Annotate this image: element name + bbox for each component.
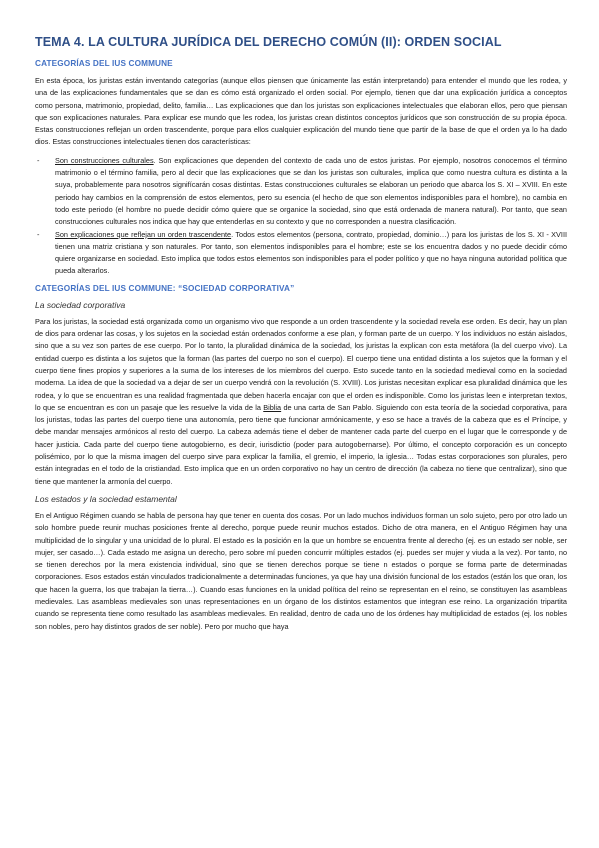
bullet-text: . Son explicaciones que dependen del contexto de cada uno de estos juristas. Por ejemplo, nosotros conocemos el término matrimonio o el término familia, pero al decir que las explicaciones que se dan los juristas son culturales, implica que como nuestra cultura es distinta a la suya, probablemente para nosotros signifícarán cosas distintas. Estas construcciones culturales se elaboran un periodo que abarca los S. XI – XVIII. En este periodo hay cambios en la comprensión de estos elementos, pero su esencia (el hecho de que son elementos indisponibles para el hombre), no cambia en todo este periodo (el hombre no puede decidir cómo quiere que se organice la sociedad, sino que está ordenada de manera natural). Por tanto, que sean construcciones culturales nos indica que hay que entenderlas en su contexto y que no corresponden a nuestra clasificación. — [55, 155, 567, 227]
sociedad-corporativa-paragraph — [35, 316, 567, 488]
intro-paragraph: En esta época, los juristas están inventando categorías (aunque ellos piensen que únicamente las están interpretando) para entender el mundo que les rodea, y una de las explicaciones fundamentales que se dan es cómo está organizado el orden social. Por ejemplo, tienen que dar una explicación jurídica a conceptos como persona, matrimonio, propiedad, delito, familia… Las explicaciones que dan los juristas son explicaciones intelectuales que elaboran ellos, pero que piensan que son explicaciones naturales. Para explicar ese mundo que les rodea, los juristas crean distintos conceptos jurídicos que son construcción de su propia época. Estas construcciones reflejan un orden trascendente, porque para ellos cualquier explicación del mundo tiene que partir de la base de que el orden ya lo ha dado dios. Estas construcciones intelectuales tienen dos características: — [35, 76, 567, 147]
section-heading-sociedad-corporativa: CATEGORÍAS DEL IUS COMMUNE: “SOCIEDAD CORPORATIVA” — [35, 283, 295, 293]
bullet-marker: - — [37, 229, 40, 239]
estados-paragraph: En el Antiguo Régimen cuando se habla de persona hay que tener en cuenta dos cosas. Por un lado muchos individuos forman un solo sujeto, pero por otro lado un solo hombre puede reunir muchas posiciones frente al derecho, porque puede reunir muchos estados. Dicho de otra manera, en el Antiguo Régimen hay una multiplicidad de lo singular y una unicidad de lo plural. El estado es la posición en la que un hombre se encuentra frente al derecho (ej. es un estado ser noble, ser mujer, ser casado…). Cada estado me asigna un derecho, pero sobre mí pueden concurrir múltiples estados (ej. puedes ser mujer y viuda a la vez). Por tanto, no se tienen derechos por la mera existencia individual, sino que se tienen derechos porque se tiene n estados o porque se forma parte de determinadas corporaciones. Esos estados están vinculados tradicionalmente a determinadas funciones, ya que hay una división funcional de los estados (están los que oran, los que hacen la guerra, los que trabajan la tierra…). Cuando esas funciones en la unidad política del reino se representan en el reino, se constituyen las asambleas medievales. Las asambleas medievales son unas representaciones en un órgano de los distintos estamentos que integran ese reino. La organización tripartita cuando se representa tiene como resultado las asambleas medievales. En realidad, dentro de cada uno de los órdenes hay multiplicidad de estados (ej. los nobles son nobles, pero hay distintos grados de ser noble). Pero por mucho que haya — [35, 510, 567, 631]
bullet-text: . Todos estos elementos (persona, contrato, propiedad, dominio…) para los juristas de los S. XI - XVIII tienen una matriz cristiana y son naturales. Por tanto, son elementos indisponibles para el hombre; este se los encuentra dados y no puede decidir cómo quiere organizarse en sociedad. Esto implica que todos estos elementos son indisponibles para el poder político y que no haya ninguna autoridad política que pueda alterarlos. — [55, 229, 568, 276]
bullet-item-orden-trascendente — [35, 229, 567, 278]
bullet-marker: - — [37, 155, 40, 165]
bullet-lead: Son explicaciones que reflejan un orden trascendente — [55, 229, 232, 239]
bullet-lead: Son construcciones culturales — [55, 155, 154, 165]
subsection-heading-sociedad-corporativa: La sociedad corporativa — [35, 299, 126, 310]
section-heading-categorias: CATEGORÍAS DEL IUS COMMUNE — [35, 59, 173, 68]
characteristics-list — [35, 155, 567, 278]
paragraph-text: Para los juristas, la sociedad está organizada como un organismo vivo que responde a un orden trascendente y la sociedad revela ese orden. Es decir, hay un plan de dios para ordenar las cosas, y los sujetos en la sociedad están ordenados conforme a ese plan, y forman parte de un cuerpo. Y los individuos no están aislados, sino que a su vez son partes de ese cuerpo. Por lo tanto, la pluralidad dinámica de la sociedad, los juristas la explican con esta metáfora (la del cuerpo vivo). La entidad cuerpo es distinta a los sujetos que la forman (las partes del cuerpo no son el cuerpo). El cuerpo tiene una entidad distinta a los sujetos que la forman y el cuerpo tiene fines propios y superiores a la suma de los intereses de los miembros del cuerpo. Esto sucede tanto en la sociedad medieval como en la sociedad moderna. La idea de que la sociedad va a dejar de ser un cuerpo vendrá con la revolución (S. XVIII). Los juristas necesitan explicar esa pluralidad dinámica que les rodea, y lo que se encuentran es una realidad fragmentada que deben hacerla encajar con que el orden es indisponible. Como los juristas leen e interpretan textos, lo que se encuentran es con un pasaje que les resuelve la vida de la — [35, 316, 567, 412]
bullet-item-construcciones-culturales — [35, 155, 567, 229]
bible-term: Biblia — [263, 402, 282, 412]
paragraph-text: de una carta de San Pablo. Siguiendo con esta teoría de la sociedad corporativa, para los juristas, todas las partes del cuerpo tiene una autonomía, pero tiene que funcionar armónicamente, y eso se hace a través de la cabeza que es el Príncipe, y debe mandar mensajes armónicos al resto del cuerpo. La cabeza además tiene el deber de mantener cada parte del cuerpo en el lugar que le corresponde y de hacer justicia. Cada parte del cuerpo tiene autogobierno, es decir, iurisdictio (poder para autogobernarse). Por último, el concepto corporación es un concepto polisémico, por lo que la misma imagen del cuerpo sirve para explicar la familia, el gremio, el imperio, la iglesia… Todas estas corporaciones son plurales, pero están integradas en el todo de la cristiandad. Esto implica que en un orden corporativo no hay un centro de dirección (la cabeza no tiene que centralizar), sino que tiene que mantener la armonía del cuerpo. — [35, 402, 567, 486]
document-title: TEMA 4. LA CULTURA JURÍDICA DEL DERECHO COMÚN (II): ORDEN SOCIAL — [35, 35, 502, 49]
document-page — [35, 35, 567, 639]
subsection-heading-estados: Los estados y la sociedad estamental — [35, 493, 177, 504]
